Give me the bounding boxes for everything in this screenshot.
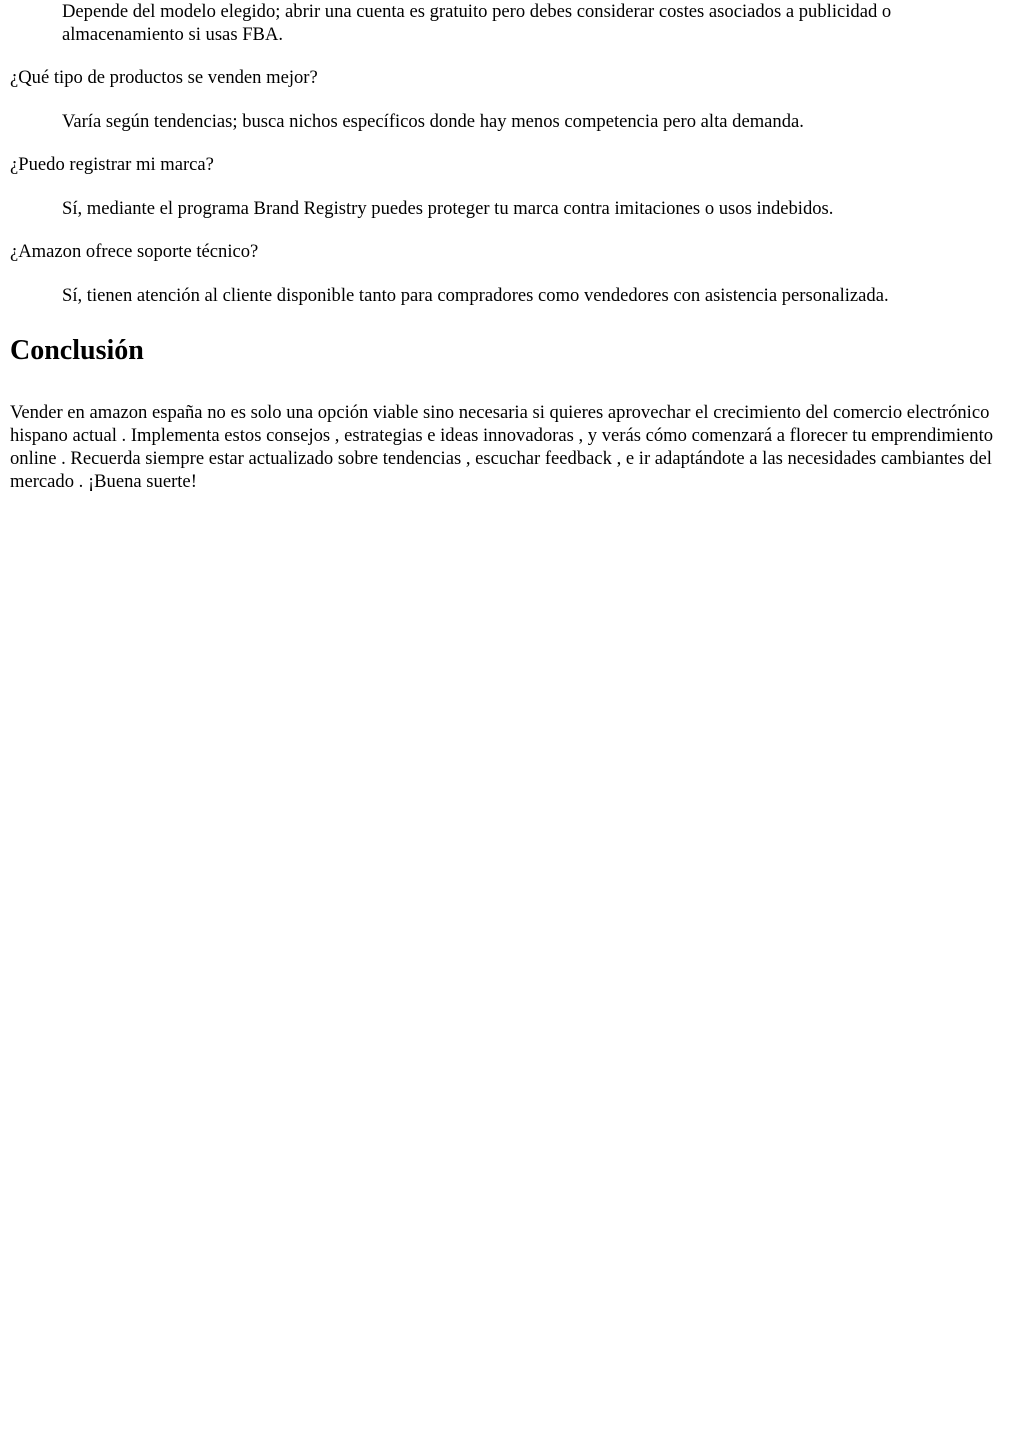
faq-answer: Varía según tendencias; busca nichos específicos donde hay menos competencia pero alta demanda. [62,111,804,132]
article-page [0,0,1024,493]
conclusion-paragraph: Vender en amazon españa no es solo una opción viable sino necesaria si quieres aprovechar el crecimiento del comercio electrónico hispano actual . Implementa estos consejos , estrategias e ideas innovadoras , y verás cómo comenzará a florecer tu emprendimiento online . Recuerda siempre estar actualizado sobre tendencias , escuchar feedback , e ir adaptándote a las necesidades cambiantes del mercado . ¡Buena suerte! [10,402,994,492]
conclusion-heading: Conclusión [10,335,144,366]
faq-answer: Depende del modelo elegido; abrir una cuenta es gratuito pero debes considerar costes asociados a publicidad o almacenamiento si usas FBA. [62,1,892,45]
faq-question: ¿Amazon ofrece soporte técnico? [10,241,259,262]
faq-list [10,0,1014,307]
faq-question: ¿Qué tipo de productos se venden mejor? [10,67,318,88]
faq-answer: Sí, mediante el programa Brand Registry puedes proteger tu marca contra imitaciones o usos indebidos. [62,198,834,219]
faq-question: ¿Puedo registrar mi marca? [10,154,214,175]
faq-answer: Sí, tienen atención al cliente disponible tanto para compradores como vendedores con asistencia personalizada. [62,285,889,306]
